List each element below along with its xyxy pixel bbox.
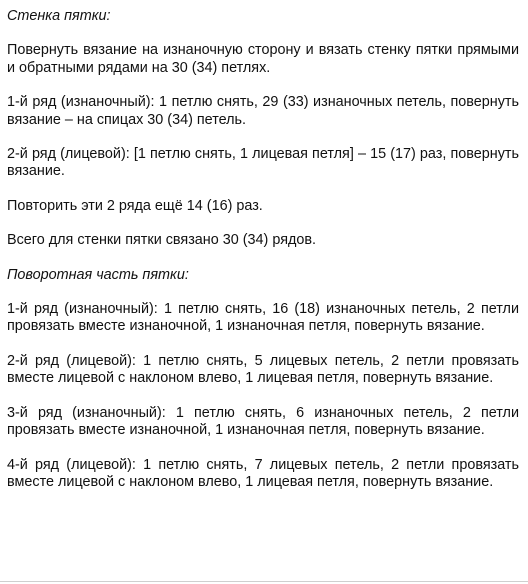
paragraph-heel-wall-repeat: Повторить эти 2 ряда ещё 14 (16) раз. xyxy=(7,197,263,214)
section-heading-heel-wall: Стенка пятки: xyxy=(7,8,111,24)
paragraph-heel-turn-row-3: 3-й ряд (изнаночный): 1 петлю снять, 6 изнаночных петель, 2 петли провязать вместе изнаночной, 1 изнаночная петля, повернуть вязание. xyxy=(7,404,519,439)
paragraph-heel-wall-total: Всего для стенки пятки связано 30 (34) рядов. xyxy=(7,232,317,249)
paragraph-heel-wall-intro: Повернуть вязание на изнаночную сторону и вязать стенку пятки прямыми и обратными рядами на 30 (34) петлях. xyxy=(7,42,519,76)
paragraph-heel-turn-row-4: 4-й ряд (лицевой): 1 петлю снять, 7 лицевых петель, 2 петли провязать вместе лицевой с наклоном влево, 1 лицевая петля, повернуть вязание. xyxy=(7,456,519,490)
document-body xyxy=(7,8,519,491)
section-heading-heel-turn: Поворотная часть пятки: xyxy=(7,266,189,283)
paragraph-heel-wall-row-2: 2-й ряд (лицевой): [1 петлю снять, 1 лицевая петля] – 15 (17) раз, повернуть вязание. xyxy=(7,146,519,180)
paragraph-heel-wall-row-1: 1-й ряд (изнаночный): 1 петлю снять, 29 (33) изнаночных петель, повернуть вязание – на спицах 30 (34) петель. xyxy=(7,94,519,128)
paragraph-heel-turn-row-2: 2-й ряд (лицевой): 1 петлю снять, 5 лицевых петель, 2 петли провязать вместе лицевой с наклоном влево, 1 лицевая петля, повернуть вязание. xyxy=(7,352,519,387)
bottom-divider xyxy=(0,581,528,582)
paragraph-heel-turn-row-1: 1-й ряд (изнаночный): 1 петлю снять, 16 (18) изнаночных петель, 2 петли провязать вместе изнаночной, 1 изнаночная петля, повернуть вязание. xyxy=(7,301,519,335)
